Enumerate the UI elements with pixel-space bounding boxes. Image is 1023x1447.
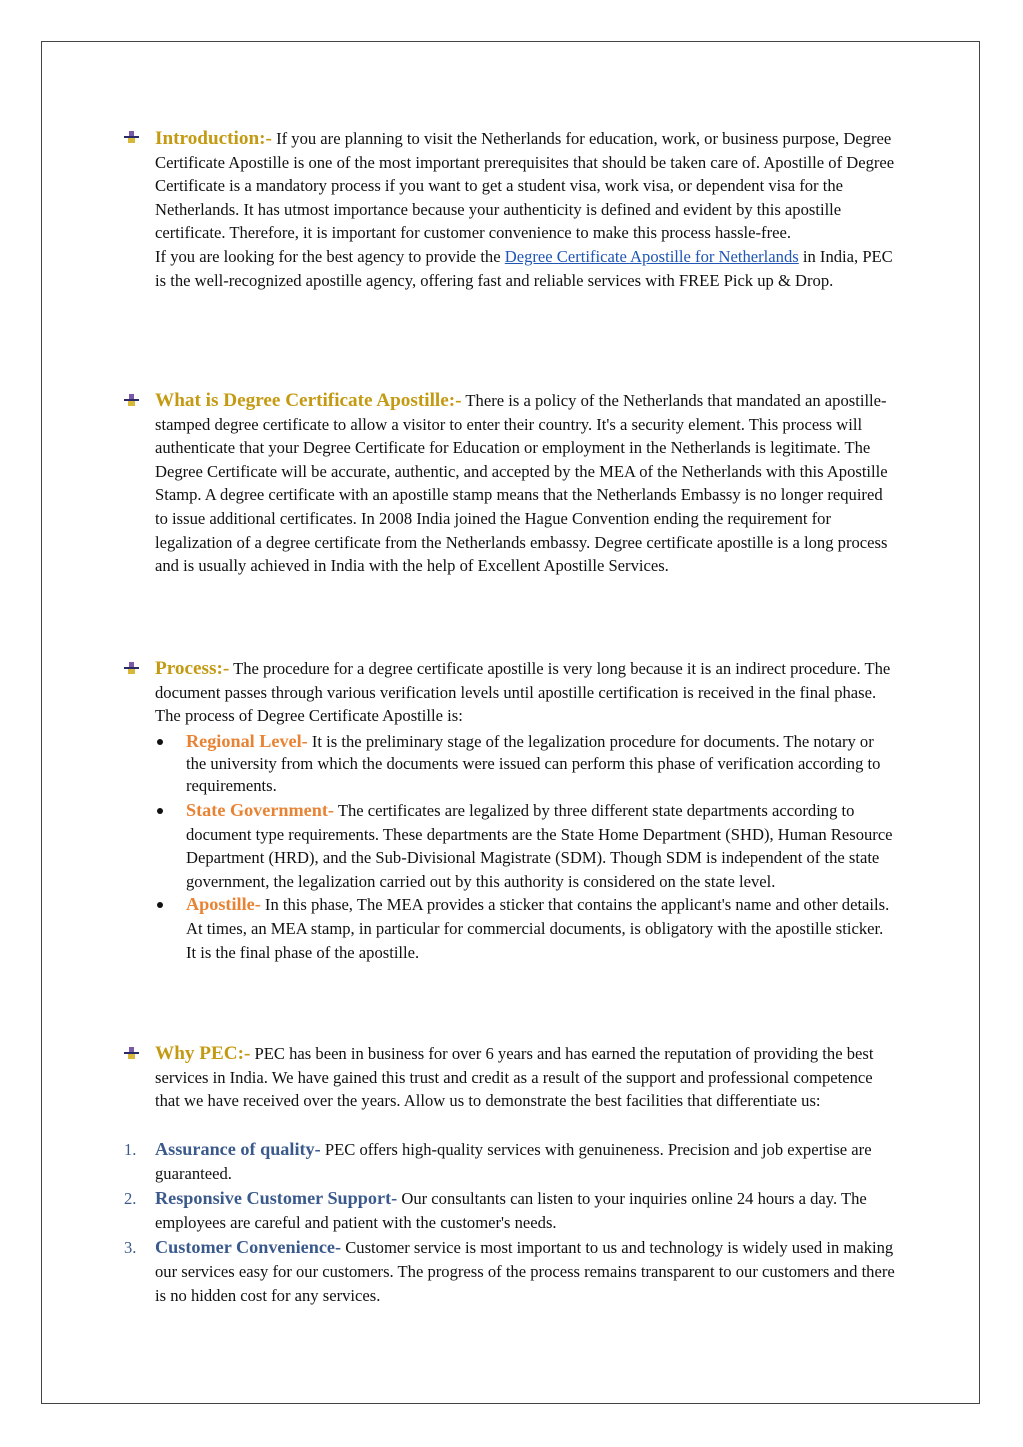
why-heading: Why PEC:-	[155, 1043, 251, 1064]
arrow-bullet-icon	[124, 662, 139, 674]
list-number: 2.	[124, 1189, 137, 1209]
process-steps-list	[155, 730, 897, 964]
why-item-label: Customer Convenience-	[155, 1237, 342, 1258]
why-text: PEC has been in business for over 6 years and has earned the reputation of providing the best services in India. We have gained this trust and credit as a result of the support and professional competence that we have received over the years. Allow us to demonstrate the best facilities that differentiate us:	[155, 1044, 874, 1111]
step-text: The certificates are legalized by three different state departments according to document type requirements. These departments are the State Home Department (SHD), Human Resource Department (HRD), and the Sub-Divisional Magistrate (SDM). Though SDM is independent of the state government, the legalization carried out by this authority is considered on the state level.	[186, 801, 893, 891]
list-item	[124, 1187, 897, 1234]
arrow-bullet-icon	[124, 131, 139, 143]
why-item-label: Assurance of quality-	[155, 1139, 321, 1159]
list-number: 1.	[124, 1140, 137, 1159]
what-text: There is a policy of the Netherlands that mandated an apostille-stamped degree certificate to allow a visitor to enter their country. It's a security element. This process will authenticate that your Degree Certificate for Education or employment in the Netherlands is legitimate. The Degree Certificate will be accurate, authentic, and accepted by the MEA of the Netherlands with this Apostille Stamp. A degree certificate with an apostille stamp means that the Netherlands Embassy is no longer required to issue additional certificates. In 2008 India joined the Hague Convention ending the requirement for legalization of a degree certificate from the Netherlands embassy. Degree certificate apostille is a long process and is usually achieved in India with the help of Excellent Apostille Services.	[155, 391, 888, 576]
list-number: 3.	[124, 1238, 137, 1258]
why-item-text: PEC offers high-quality services with genuineness. Precision and job expertise are guaranteed.	[155, 1140, 872, 1183]
intro-text: If you are planning to visit the Netherlands for education, work, or business purpose, Degree Certificate Apostille is one of the most important prerequisites that should be taken care of. Apostille of Degree Certificate is a mandatory process if you want to get a student visa, work visa, or dependent visa for the Netherlands. It has utmost importance because your authenticity is defined and evident by this apostille certificate. Therefore, it is important for customer convenience to make this process hassle-free.	[155, 129, 895, 243]
intro-paragraph	[155, 127, 897, 292]
step-text: It is the preliminary stage of the legalization procedure for documents. The notary or the university from which the documents were issued can perform this phase of verification according to requirements.	[186, 732, 881, 795]
list-item	[124, 1236, 897, 1307]
step-label: Regional Level-	[186, 731, 308, 751]
why-item-text: Our consultants can listen to your inquiries online 24 hours a day. The employees are careful and patient with the customer's needs.	[155, 1189, 867, 1232]
step-text: In this phase, The MEA provides a sticker that contains the applicant's name and other details. At times, an MEA stamp, in particular for commercial documents, is obligatory with the apostille sticker. It is the final phase of the apostille.	[186, 895, 890, 962]
why-item-text: Customer service is most important to us and technology is widely used in making our services easy for our customers. The progress of the process remains transparent to our customers and there is no hidden cost for any services.	[155, 1238, 895, 1305]
step-label: State Government-	[186, 800, 334, 820]
bullet-dot-icon	[157, 739, 163, 745]
intro-heading: Introduction:-	[155, 128, 272, 149]
arrow-bullet-icon	[124, 1047, 139, 1059]
what-paragraph	[155, 389, 897, 578]
why-list	[124, 1138, 897, 1307]
step-label: Apostille-	[186, 894, 261, 915]
process-heading: Process:-	[155, 658, 230, 679]
arrow-bullet-icon	[124, 394, 139, 406]
list-item	[124, 1138, 897, 1185]
intro-line2-after: in India, PEC is the well-recognized apostille agency, offering fast and reliable services with FREE Pick up & Drop.	[155, 246, 893, 290]
bullet-dot-icon	[157, 902, 163, 908]
process-paragraph	[155, 657, 897, 728]
why-paragraph	[155, 1042, 897, 1113]
list-item	[155, 799, 897, 893]
bullet-dot-icon	[157, 808, 163, 814]
list-item	[155, 730, 897, 797]
process-text: The procedure for a degree certificate apostille is very long because it is an indirect procedure. The document passes through various verification levels until apostille certification is received in the final phase. The process of Degree Certificate Apostille is:	[155, 659, 891, 726]
why-item-label: Responsive Customer Support-	[155, 1188, 398, 1209]
list-item	[155, 893, 897, 964]
degree-apostille-link[interactable]: Degree Certificate Apostille for Netherlands	[504, 246, 799, 266]
what-heading: What is Degree Certificate Apostille:-	[155, 390, 462, 411]
intro-line2-before: If you are looking for the best agency to provide the	[155, 246, 505, 266]
